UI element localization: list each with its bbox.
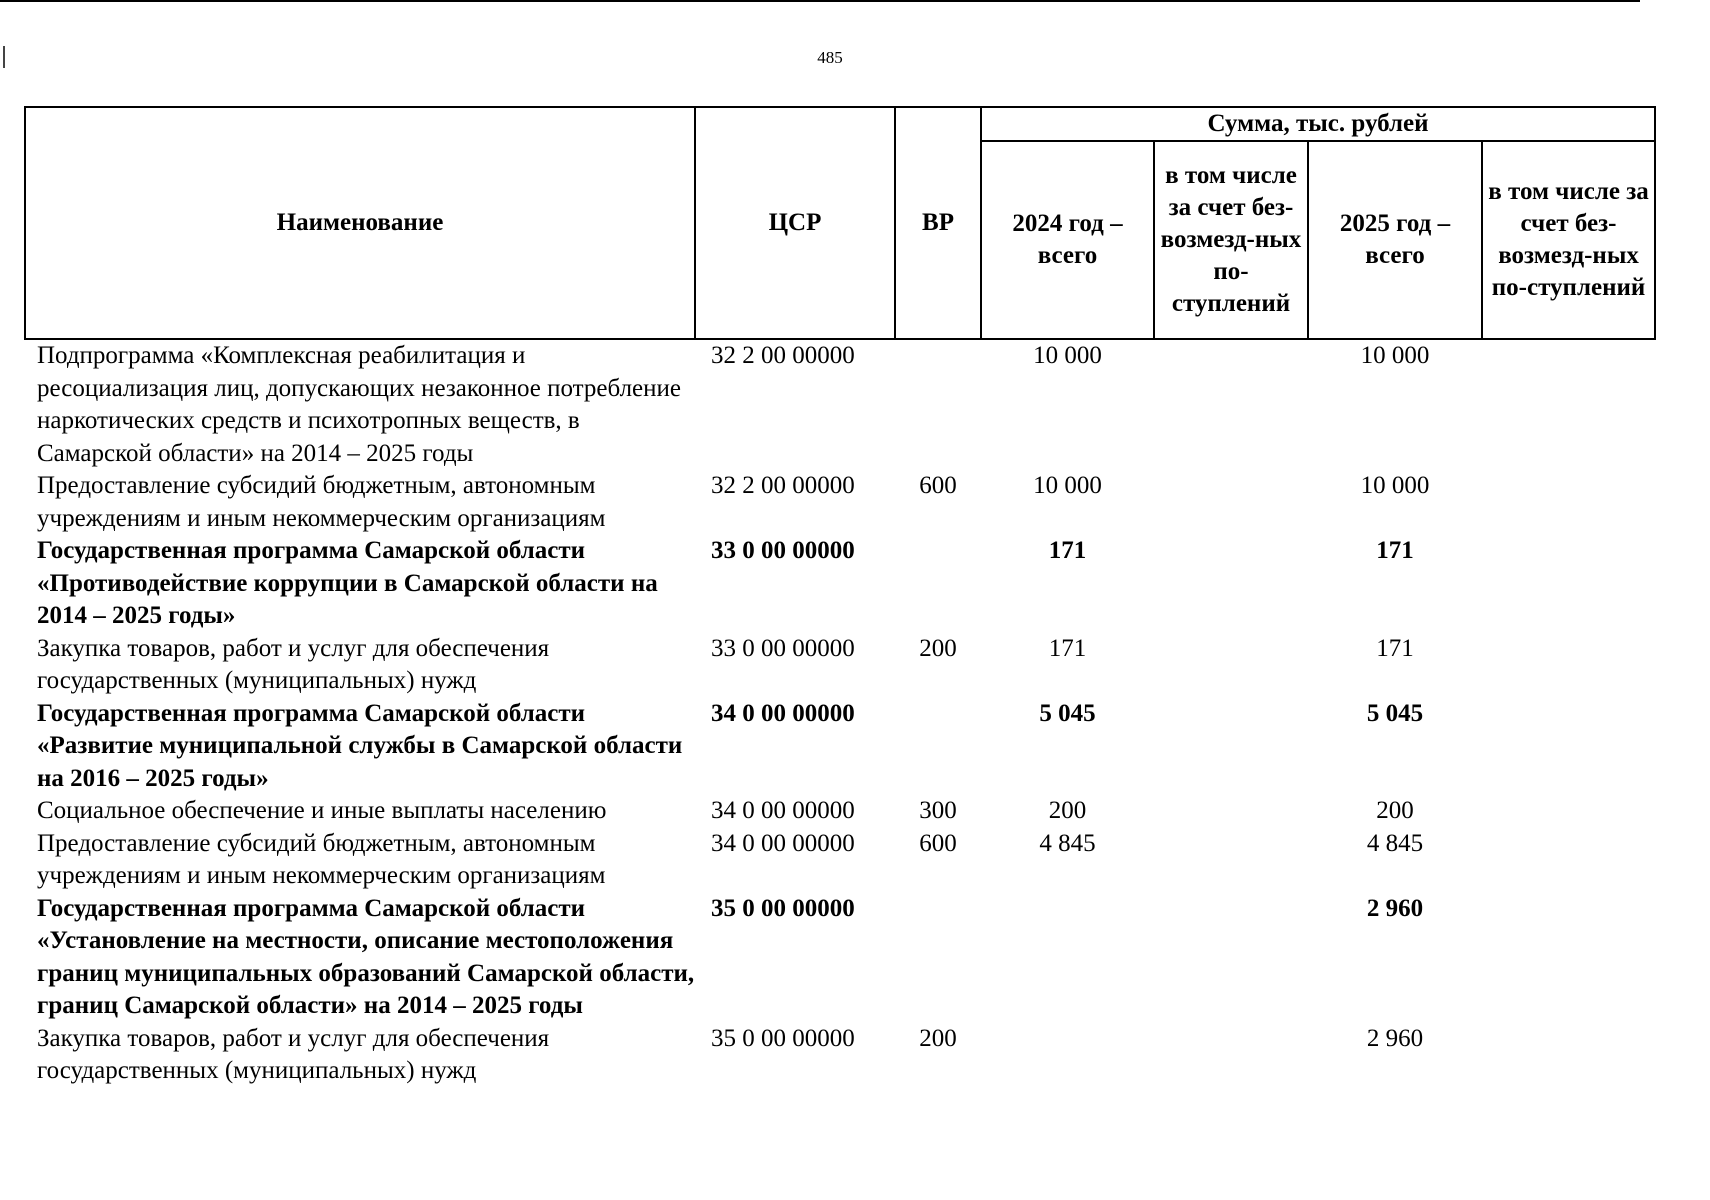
cell-2025-total: 200 — [1376, 797, 1414, 824]
cell-name: Закупка товаров, работ и услуг для обеспечения государственных (муниципальных) нужд — [37, 634, 550, 694]
cell-2024-gratuitous — [1154, 470, 1308, 535]
table-row — [25, 339, 1655, 470]
cell-2025-gratuitous — [1482, 795, 1655, 828]
cell-2024-total: 5 045 — [1039, 699, 1096, 727]
cell-2024-gratuitous — [1154, 828, 1308, 893]
cell-2025-gratuitous — [1482, 470, 1655, 535]
cell-2025-gratuitous — [1482, 339, 1655, 470]
cell-vr — [895, 893, 981, 1023]
cell-vr: 200 — [919, 1024, 957, 1052]
table-row — [25, 893, 1655, 1023]
cell-vr: 300 — [919, 797, 957, 824]
cell-2025-total: 171 — [1376, 634, 1414, 662]
cell-2025-total: 5 045 — [1366, 699, 1424, 727]
table-body — [25, 339, 1655, 1088]
cell-csr: 32 2 00 00000 — [711, 472, 855, 499]
cell-2024-gratuitous — [1154, 1023, 1308, 1088]
cell-vr: 600 — [919, 829, 957, 857]
cell-2025-total: 4 845 — [1366, 829, 1424, 857]
page-number: 485 — [817, 48, 843, 67]
cell-name: Государственная программа Самарской области «Установление на местности, описание местоположения границ муниципальных образований Самарской области, границ Самарской области» на 2014 – 2025 годы — [37, 894, 695, 1019]
cell-2024-gratuitous — [1154, 893, 1308, 1023]
header-2025-gratuitous: в том числе за счет без-возмезд-ных по-ступлений — [1482, 141, 1655, 339]
table-header — [25, 107, 1655, 339]
cell-2024-total: 171 — [1048, 634, 1087, 662]
cell-2024-total: 200 — [1048, 797, 1087, 824]
header-csr: ЦСР — [695, 107, 895, 339]
cell-2025-gratuitous — [1482, 633, 1655, 698]
cell-2024-gratuitous — [1154, 339, 1308, 470]
cell-2024-gratuitous — [1154, 535, 1308, 633]
cell-name: Государственная программа Самарской области «Противодействие коррупции в Самарской области на 2014 – 2025 годы» — [37, 537, 658, 629]
cell-csr: 35 0 00 00000 — [711, 1024, 855, 1052]
cell-csr: 34 0 00 00000 — [711, 699, 855, 727]
table-row — [25, 698, 1655, 796]
cell-csr: 34 0 00 00000 — [711, 829, 855, 857]
cell-vr — [895, 535, 981, 633]
cell-2025-gratuitous — [1482, 828, 1655, 893]
cell-2025-total: 10 000 — [1360, 472, 1430, 499]
cell-2024-total: 4 845 — [1039, 829, 1096, 857]
cell-2025-total: 10 000 — [1360, 342, 1430, 369]
cell-csr: 34 0 00 00000 — [711, 797, 855, 824]
header-name: Наименование — [25, 107, 695, 339]
table-row — [25, 470, 1655, 535]
header-sum-group: Сумма, тыс. рублей — [981, 107, 1655, 141]
cell-2025-gratuitous — [1482, 1023, 1655, 1088]
cell-csr: 32 2 00 00000 — [711, 342, 855, 369]
cell-vr: 200 — [919, 634, 957, 662]
cell-2025-total: 2 960 — [1366, 1024, 1424, 1052]
cell-2025-gratuitous — [1482, 698, 1655, 796]
cell-2025-gratuitous — [1482, 893, 1655, 1023]
cell-name: Предоставление субсидий бюджетным, автономным учреждениям и иным некоммерческим организациям — [37, 472, 606, 532]
cell-name: Предоставление субсидий бюджетным, автономным учреждениям и иным некоммерческим организациям — [37, 829, 606, 889]
top-border-line — [0, 0, 1640, 2]
header-vr: ВР — [895, 107, 981, 339]
cell-name: Государственная программа Самарской области «Развитие муниципальной службы в Самарской области на 2016 – 2025 годы» — [37, 699, 683, 792]
table-row — [25, 828, 1655, 893]
budget-table — [24, 106, 1656, 1088]
table-row — [25, 535, 1655, 633]
cell-name: Подпрограмма «Комплексная реабилитация и ресоциализация лиц, допускающих незаконное потребление наркотических средств и психотропных веществ, в Самарской области» на 2014 – 2025 годы — [37, 342, 682, 467]
cell-name: Закупка товаров, работ и услуг для обеспечения государственных (муниципальных) нужд — [37, 1024, 550, 1084]
cell-2024-total: 10 000 — [1033, 472, 1102, 499]
header-2024-gratuitous: в том числе за счет без-возмезд-ных по-ступлений — [1154, 141, 1308, 339]
cell-vr — [895, 339, 981, 470]
cell-2024-total — [981, 893, 1154, 1023]
cell-2025-total: 2 960 — [1366, 894, 1424, 922]
header-2025-total: 2025 год – всего — [1308, 141, 1482, 339]
cell-2024-gratuitous — [1154, 698, 1308, 796]
cell-2024-total — [981, 1023, 1154, 1088]
cell-name: Социальное обеспечение и иные выплаты населению — [37, 797, 607, 824]
cell-2024-gratuitous — [1154, 795, 1308, 828]
cell-csr: 33 0 00 00000 — [711, 634, 855, 662]
table-row — [25, 795, 1655, 828]
cell-vr — [895, 698, 981, 796]
cell-2024-total: 171 — [1048, 537, 1087, 564]
cell-2024-total: 10 000 — [1033, 342, 1102, 369]
cell-vr: 600 — [919, 472, 957, 499]
cell-2025-gratuitous — [1482, 535, 1655, 633]
table-row — [25, 633, 1655, 698]
cell-2024-gratuitous — [1154, 633, 1308, 698]
cell-csr: 35 0 00 00000 — [711, 894, 855, 922]
header-2024-total: 2024 год – всего — [981, 141, 1154, 339]
cell-2025-total: 171 — [1376, 537, 1414, 564]
table-row — [25, 1023, 1655, 1088]
cell-csr: 33 0 00 00000 — [711, 537, 855, 564]
